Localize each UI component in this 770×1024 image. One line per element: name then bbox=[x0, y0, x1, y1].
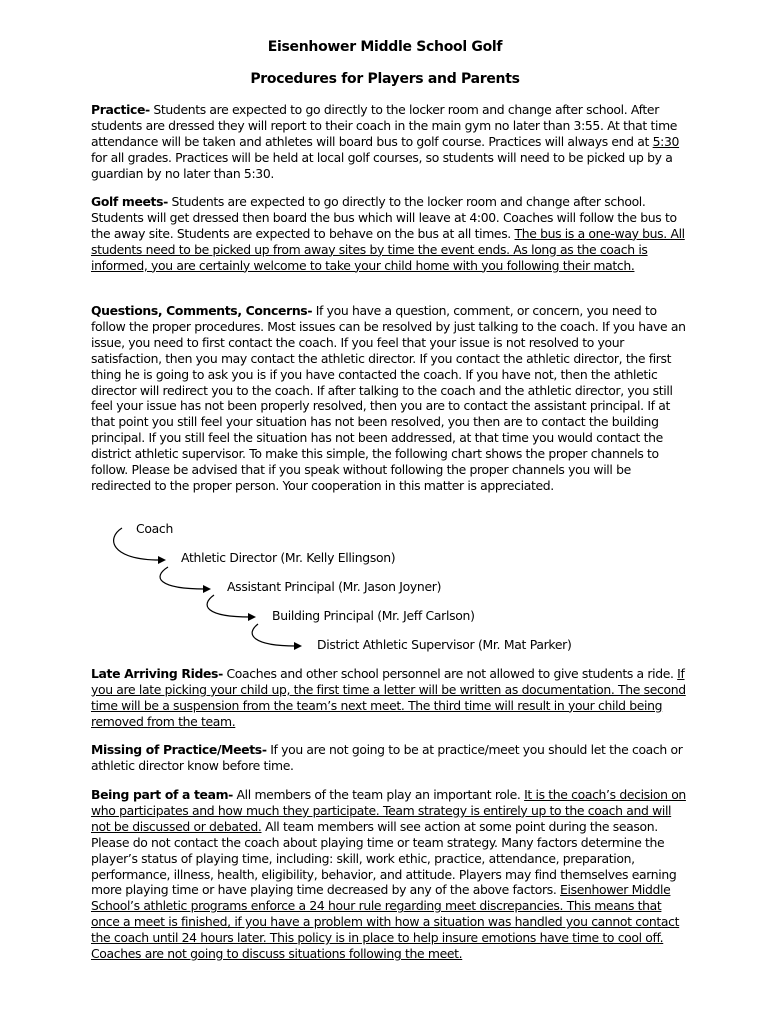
chain-building-principal: Building Principal (Mr. Jeff Carlson) bbox=[272, 608, 475, 623]
team-underlined-2: Eisenhower Middle School’s athletic programs enforce a 24 hour rule regarding meet discrepancies. This means that once a meet is finished, if you have a problem with how a situation was handled you cannot contact the coach until 24 hours later. This policy is in place to help insure emotions have time to cool off. Coaches are not going to discuss situations following the meet. bbox=[91, 882, 680, 962]
arrow-3 bbox=[207, 595, 250, 617]
missing-section bbox=[91, 742, 691, 774]
practice-text-end: for all grades. Practices will be held at local golf courses, so students will need to be picked up by a guardian by no later than 5:30. bbox=[91, 149, 673, 181]
chain-district-supervisor: District Athletic Supervisor (Mr. Mat Parker) bbox=[317, 637, 572, 652]
chain-athletic-director: Athletic Director (Mr. Kelly Ellingson) bbox=[181, 550, 396, 565]
practice-end-time: 5:30 bbox=[652, 133, 680, 149]
arrowhead-4 bbox=[294, 642, 302, 650]
late-rides-heading: Late Arriving Rides- bbox=[91, 666, 223, 681]
late-rides-section bbox=[91, 666, 691, 730]
questions-text: If you have a question, comment, or concern, you need to follow the proper procedures. Most issues can be resolved by just talking to the coach. If you have an issue, you need to first contact the coach. If you feel that your issue is not resolved to your satisfaction, then you may contact the athletic director. If you contact the athletic director, the first thing he is going to ask you is if you have contacted the coach. If you have not, then the athletic director will redirect you to the coach. If after talking to the coach and the athletic director, you still feel your issue has not been properly resolved, then you are to contact the assistant principal. If at that point you still feel your situation has not been resolved, you then are to contact the building principal. If you still feel the situation has not been addressed, at that time you would contact the district athletic supervisor. To make this simple, the following chart shows the proper channels to follow. Please be advised that if you speak without following the proper channels you will be redirected to the proper person. Your cooperation in this matter is appreciated. bbox=[91, 303, 686, 493]
practice-text: Students are expected to go directly to the locker room and change after school. After students are dressed they will report to their coach in the main gym no later than 3:55. At that time attendance will be taken and athletes will board bus to golf course. Practices will always end at bbox=[91, 102, 678, 149]
team-section bbox=[91, 787, 691, 962]
golf-meets-heading: Golf meets- bbox=[91, 194, 168, 209]
team-heading: Being part of a team- bbox=[91, 787, 233, 802]
golf-meets-underlined: The bus is a one-way bus. All students need to be picked up from away sites by time the event ends. As long as the coach is informed, you are certainly welcome to take your child home with you following their match. bbox=[91, 225, 685, 273]
arrowhead-3 bbox=[248, 613, 256, 621]
questions-heading: Questions, Comments, Concerns- bbox=[91, 303, 313, 318]
team-underlined-1: It is the coach’s decision on who participates and how much they participate. Team strategy is entirely up to the coach and will not be discussed or debated. bbox=[91, 787, 686, 834]
missing-text: If you are not going to be at practice/meet you should let the coach or athletic director know before time. bbox=[91, 742, 683, 773]
arrowhead-1 bbox=[158, 556, 166, 564]
document-subtitle: Procedures for Players and Parents bbox=[250, 71, 520, 87]
late-rides-text: Coaches and other school personnel are not allowed to give students a ride. bbox=[222, 666, 678, 681]
document-title: Eisenhower Middle School Golf bbox=[267, 39, 503, 55]
arrowhead-2 bbox=[203, 585, 211, 593]
team-text-2: All team members will see action at some point during the season. Please do not contact the coach about playing time or team strategy. Many factors determine the player’s status of playing time, including: skill, work ethic, practice, attendance, preparation, performance, illness, health, eligibility, behavior, and attitude. Players may find themselves earning more playing time or have playing time decreased by any of the above factors. bbox=[91, 818, 677, 898]
practice-heading: Practice- bbox=[91, 102, 150, 117]
late-rides-underlined: If you are late picking your child up, the first time a letter will be written as documentation. The second time will be a suspension from the team’s next meet. The third time will result in your child being removed from the team. bbox=[91, 666, 686, 729]
missing-heading: Missing of Practice/Meets- bbox=[91, 742, 267, 757]
chain-coach: Coach bbox=[136, 521, 173, 536]
golf-meets-text: Students are expected to go directly to the locker room and change after school. Students will get dressed then board the bus which will leave at 4:00. Coaches will follow the bus to the away site. Students are expected to behave on the bus at all times. bbox=[91, 194, 677, 241]
arrow-2 bbox=[160, 567, 205, 589]
team-text-1: All members of the team play an important role. bbox=[232, 787, 525, 802]
arrow-4 bbox=[252, 624, 296, 646]
chain-assistant-principal: Assistant Principal (Mr. Jason Joyner) bbox=[227, 579, 442, 594]
